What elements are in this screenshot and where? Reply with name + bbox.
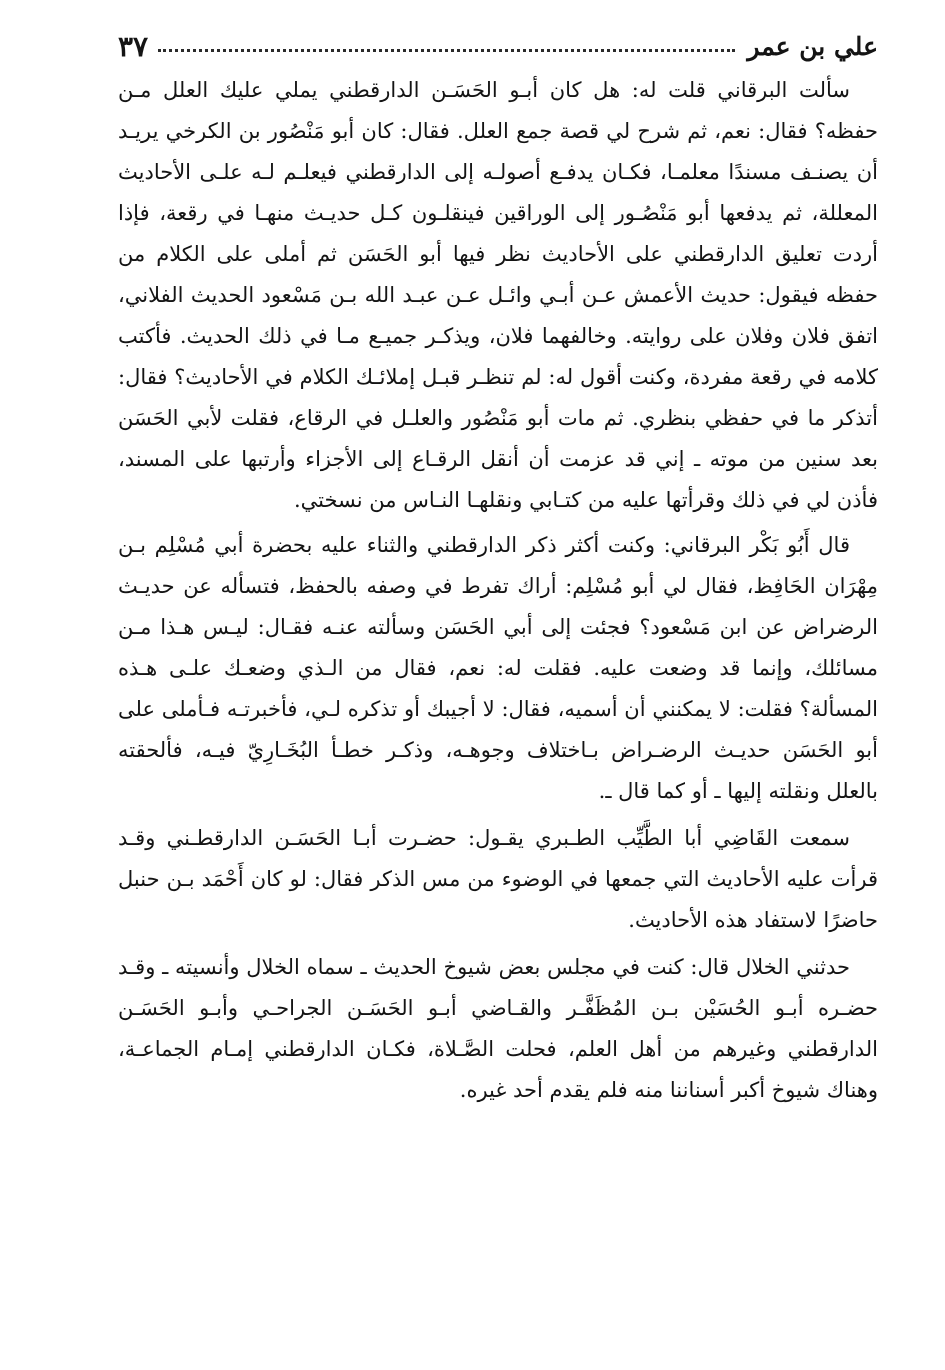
dotted-leader (158, 49, 735, 52)
running-header (118, 28, 878, 64)
paragraph-3: سمعت القَاضِي أبا الطَّيِّب الطـبري يقـول: حضـرت أبـا الحَسَـن الدارقطـني وقـد قرأت عليه الأحاديث التي جمعها في الوضوء من مس الذكر فقال: لو كان أَحْمَد بـن حنبل حاضرًا لاستفاد هذه الأحاديث. (118, 826, 878, 932)
chapter-title: علي بن عمر (747, 31, 878, 61)
paragraph-4: حدثني الخلال قال: كنت في مجلس بعض شيوخ الحديث ـ سماه الخلال وأنسيته ـ وقـد حضـره أبـو الحُسَيْن بـن المُظَفَّـر والقـاضي أبـو الحَسَـن الجراحـي وأبـو الحَسَـن الدارقطني وغيرهم من أهل العلم، فحلت الصَّـلاة، فكـان الدارقطني إمـام الجماعـة، وهناك شيوخ أكبر أسناننا منه فلم يقدم أحد غيره. (118, 955, 878, 1102)
paragraph-2: قال أَبُو بَكْر البرقاني: وكنت أكثر ذكر الدارقطني والثناء عليه بحضرة أبي مُسْلِم بـن مِهْرَان الحَافِظ، فقال لي أبو مُسْلِم: أراك تفرط في وصفه بالحفظ، فتسأله عن حديـث الرضراض عن ابن مَسْعود؟ فجئت إلى أبي الحَسَن وسألته عنـه فقـال: ليـس هـذا مـن مسائلك، وإنما قد وضعت عليه. فقلت له: نعم، فقال من الـذي وضعـك علـى هـذه المسألة؟ فقلت: لا يمكنني أن أسميه، فقال: لا أجيبك أو تذكره لـي، فأخبرتـه فـأملى على أبو الحَسَن حديـث الرضـراض بـاختلاف وجوهـه، وذكـر خطـأ البُخَـارِيّ فيـه، فألحقته بالعلل ونقلته إليها ـ أو كما قال ـ. (118, 533, 878, 803)
text-body (118, 70, 878, 1111)
page-number: ٣٧ (118, 29, 149, 63)
paragraph-1: سألت البرقاني قلت له: هل كان أبـو الحَسَـن الدارقطني يملي عليك العلل مـن حفظه؟ فقال: نعم، ثم شرح لي قصة جمع العلل. فقال: كان أبو مَنْصُور بن الكرخي يريـد أن يصنـف مسندًا معلمـا، فكـان يدفـع أصولـه إلى الدارقطني فيعلـم لـه علـى الأحاديث المعللة، ثم يدفعها أبو مَنْصُـور إلى الوراقين فينقلـون كـل حديـث منهـا في رقعة، فإذا أردت تعليق الدارقطني على الأحاديث نظر فيها أبو الحَسَن ثم أملى على الكلام من حفظه فيقول: حديث الأعمش عـن أبـي وائـل عـن عبـد الله بـن مَسْعود الحديث الفلاني، اتفق فلان وفلان على روايته. وخالفهما فلان، ويذكـر جميـع مـا في ذلك الحديث. فأكتب كلامه في رقعة مفردة، وكنت أقول له: لم تنظـر قبـل إملائـك الكلام في الأحاديث؟ فقال: أتذكر ما في حفظي بنظري. ثم مات أبو مَنْصُور والعلـل في الرقاع، فقلت لأبي الحَسَن بعد سنين من موته ـ إني قد عزمت أن أنقل الرقـاع إلى الأجزاء وأرتبها على المسند، فأذن لي في ذلك وقرأتها عليه من كتـابي ونقلهـا النـاس من نسختي. (118, 78, 878, 512)
